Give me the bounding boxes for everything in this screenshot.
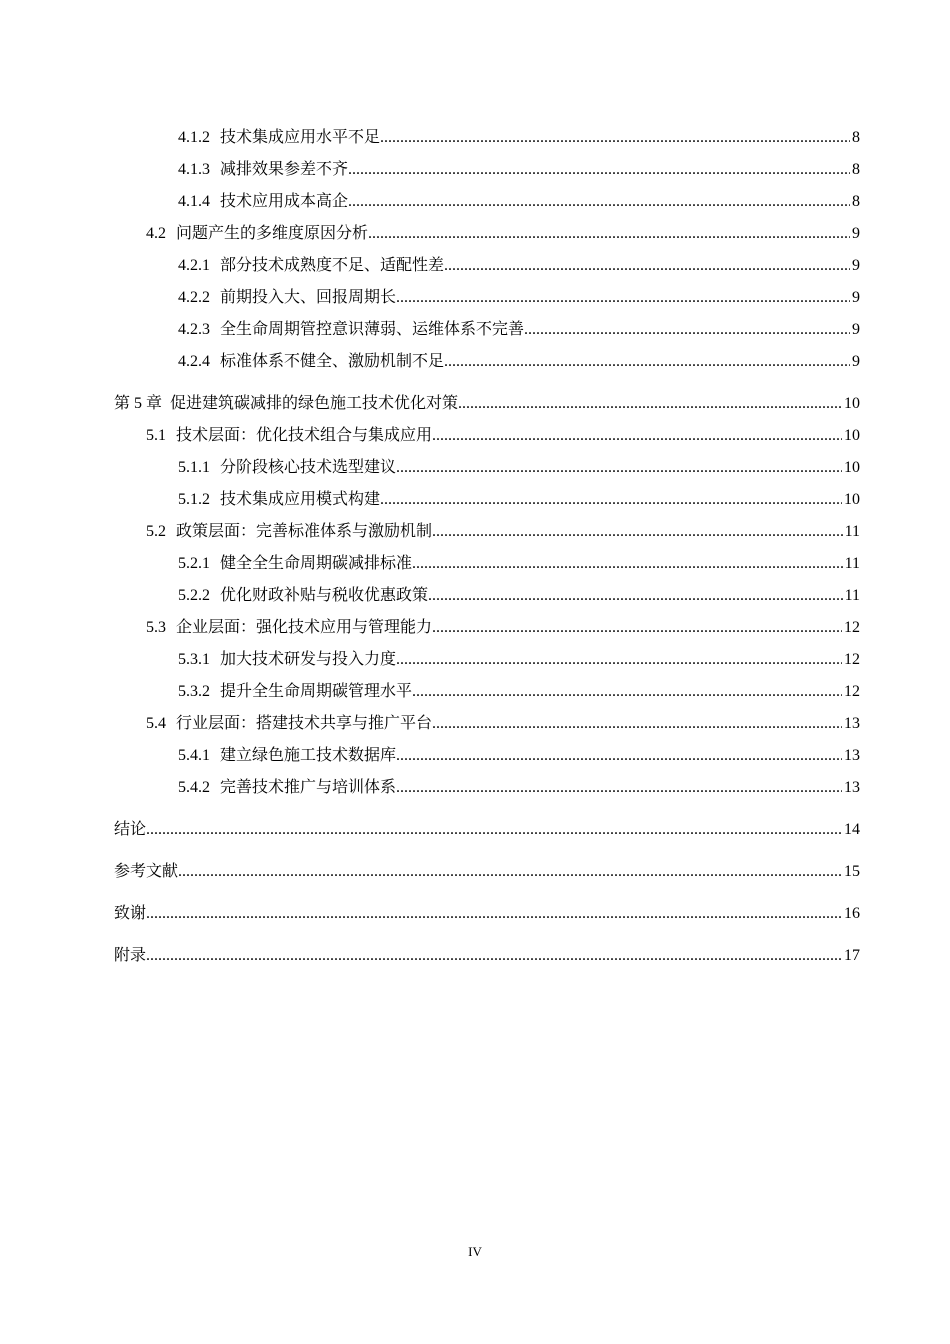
toc-entry[interactable] [114, 116, 860, 148]
toc-dot-leader [396, 778, 842, 798]
toc-entry-title: 完善技术推广与培训体系 [220, 779, 397, 796]
toc-entry-number: 5.2 [146, 523, 166, 540]
toc-entry-number: 5.4.1 [178, 747, 210, 764]
toc-entry[interactable] [114, 212, 860, 244]
toc-dot-leader [396, 288, 850, 308]
toc-entry-title: 参考文献 [114, 863, 179, 880]
toc-entry-title: 促进建筑碳减排的绿色施工技术优化对策 [170, 395, 459, 412]
toc-dot-leader [178, 862, 842, 882]
toc-entry-title: 致谢 [114, 905, 147, 922]
toc-dot-leader [146, 904, 842, 924]
toc-entry-page: 10 [844, 459, 860, 476]
toc-dot-leader [458, 394, 842, 414]
toc-entry-number: 4.1.3 [178, 161, 210, 178]
toc-dot-leader [348, 192, 850, 212]
toc-entry-page: 12 [844, 683, 860, 700]
toc-entry-number: 5.1.1 [178, 459, 210, 476]
toc-entry[interactable] [114, 308, 860, 340]
toc-entry-page: 10 [844, 395, 860, 412]
toc-entry-page: 16 [844, 905, 860, 922]
toc-entry[interactable] [114, 244, 860, 276]
toc-entry[interactable] [114, 276, 860, 308]
toc-entry[interactable] [114, 840, 860, 882]
toc-entry-page: 11 [844, 587, 860, 604]
toc-entry-title: 优化财政补贴与税收优惠政策 [220, 587, 429, 604]
toc-entry[interactable] [114, 478, 860, 510]
toc-entry-number: 5.3.2 [178, 683, 210, 700]
toc-entry[interactable] [114, 542, 860, 574]
toc-entry-title: 提升全生命周期碳管理水平 [220, 683, 413, 700]
toc-entry-title: 企业层面：强化技术应用与管理能力 [176, 619, 433, 636]
toc-entry-number: 4.2.2 [178, 289, 210, 306]
toc-entry-number: 4.1.4 [178, 193, 210, 210]
toc-entry-title: 分阶段核心技术选型建议 [220, 459, 397, 476]
toc-dot-leader [396, 746, 842, 766]
toc-entry-page: 13 [844, 779, 860, 796]
toc-entry-page: 12 [844, 619, 860, 636]
toc-entry-page: 11 [844, 555, 860, 572]
toc-entry-number: 4.2.4 [178, 353, 210, 370]
toc-entry-title: 部分技术成熟度不足、适配性差 [220, 257, 445, 274]
toc-dot-leader [146, 946, 842, 966]
toc-entry-number: 4.2 [146, 225, 166, 242]
toc-entry-page: 9 [852, 353, 860, 370]
toc-entry-page: 9 [852, 321, 860, 338]
toc-entry[interactable] [114, 702, 860, 734]
table-of-contents [114, 116, 860, 966]
toc-entry-title: 加大技术研发与投入力度 [220, 651, 397, 668]
toc-entry-page: 8 [852, 193, 860, 210]
toc-entry-number: 5.2.2 [178, 587, 210, 604]
toc-entry-page: 11 [844, 523, 860, 540]
toc-entry-title: 减排效果参差不齐 [220, 161, 349, 178]
toc-entry-page: 8 [852, 129, 860, 146]
toc-entry[interactable] [114, 882, 860, 924]
toc-entry-title: 健全全生命周期碳减排标准 [220, 555, 413, 572]
toc-entry-page: 10 [844, 427, 860, 444]
toc-entry-title: 建立绿色施工技术数据库 [220, 747, 397, 764]
toc-entry-number: 5.3 [146, 619, 166, 636]
toc-entry-title: 标准体系不健全、激励机制不足 [220, 353, 445, 370]
toc-entry-page: 13 [844, 715, 860, 732]
toc-entry-page: 9 [852, 257, 860, 274]
toc-entry-number: 5.4 [146, 715, 166, 732]
toc-entry-number: 5.2.1 [178, 555, 210, 572]
toc-entry[interactable] [114, 924, 860, 966]
toc-entry-title: 问题产生的多维度原因分析 [176, 225, 369, 242]
toc-entry-page: 10 [844, 491, 860, 508]
toc-dot-leader [412, 554, 843, 574]
toc-entry[interactable] [114, 340, 860, 372]
toc-dot-leader [348, 160, 850, 180]
toc-entry-title: 技术层面：优化技术组合与集成应用 [176, 427, 433, 444]
toc-entry-title: 前期投入大、回报周期长 [220, 289, 397, 306]
toc-entry[interactable] [114, 798, 860, 840]
toc-entry-title: 技术集成应用模式构建 [220, 491, 381, 508]
toc-dot-leader [412, 682, 842, 702]
toc-entry-number: 4.1.2 [178, 129, 210, 146]
toc-dot-leader [146, 820, 842, 840]
toc-entry-title: 行业层面：搭建技术共享与推广平台 [176, 715, 433, 732]
toc-dot-leader [396, 650, 842, 670]
toc-entry-title: 附录 [114, 947, 147, 964]
toc-dot-leader [380, 128, 850, 148]
toc-entry[interactable] [114, 606, 860, 638]
toc-entry-page: 9 [852, 225, 860, 242]
toc-entry-number: 4.2.1 [178, 257, 210, 274]
toc-entry[interactable] [114, 638, 860, 670]
toc-entry-title: 政策层面：完善标准体系与激励机制 [176, 523, 433, 540]
page-number: IV [468, 1244, 482, 1259]
toc-entry-page: 17 [844, 947, 860, 964]
toc-entry[interactable] [114, 414, 860, 446]
toc-entry-title: 技术应用成本高企 [220, 193, 349, 210]
toc-entry-number: 5.4.2 [178, 779, 210, 796]
toc-entry-number: 5.1 [146, 427, 166, 444]
toc-dot-leader [432, 522, 843, 542]
toc-dot-leader [432, 714, 842, 734]
toc-entry-number: 5.1.2 [178, 491, 210, 508]
toc-entry-page: 9 [852, 289, 860, 306]
toc-dot-leader [432, 618, 842, 638]
toc-entry-page: 8 [852, 161, 860, 178]
toc-entry[interactable] [114, 510, 860, 542]
toc-entry[interactable] [114, 180, 860, 212]
toc-dot-leader [428, 586, 843, 606]
toc-dot-leader [432, 426, 842, 446]
toc-entry[interactable] [114, 446, 860, 478]
toc-entry-number: 4.2.3 [178, 321, 210, 338]
toc-entry[interactable] [114, 670, 860, 702]
toc-entry-title: 全生命周期管控意识薄弱、运维体系不完善 [220, 321, 525, 338]
toc-dot-leader [396, 458, 842, 478]
toc-entry[interactable] [114, 148, 860, 180]
toc-entry[interactable] [114, 574, 860, 606]
toc-entry-page: 14 [844, 821, 860, 838]
toc-dot-leader [368, 224, 850, 244]
toc-entry-number: 5.3.1 [178, 651, 210, 668]
toc-entry[interactable] [114, 734, 860, 766]
toc-entry-page: 15 [844, 863, 860, 880]
toc-entry-page: 12 [844, 651, 860, 668]
toc-entry[interactable] [114, 766, 860, 798]
toc-dot-leader [444, 256, 850, 276]
toc-dot-leader [444, 352, 850, 372]
toc-entry-title: 技术集成应用水平不足 [220, 129, 381, 146]
toc-dot-leader [380, 490, 842, 510]
toc-dot-leader [524, 320, 850, 340]
toc-entry[interactable] [114, 372, 860, 414]
toc-entry-title: 结论 [114, 821, 147, 838]
toc-entry-number: 第 5 章 [114, 395, 163, 412]
toc-entry-page: 13 [844, 747, 860, 764]
